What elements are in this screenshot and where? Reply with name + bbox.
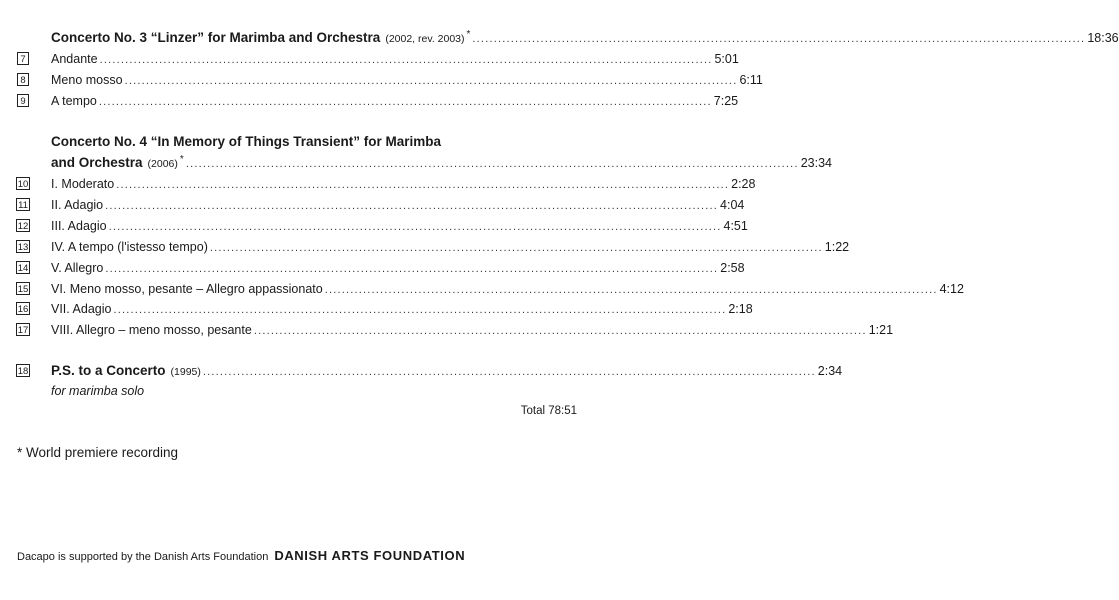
dot-leader: ................................................................................................................................................: [124, 75, 738, 87]
danish-arts-foundation-logo: DANISH ARTS FOUNDATION: [274, 548, 466, 563]
dot-leader: ................................................................................................................................................: [209, 242, 823, 254]
track-time: 2:34: [817, 364, 843, 378]
track-number: 10: [17, 179, 29, 190]
track-title: I. Moderato: [51, 177, 115, 191]
work-title-line-2: and Orchestra: [51, 155, 143, 170]
dot-leader: ................................................................................................................................................: [253, 325, 867, 337]
work-year: (1995): [170, 366, 201, 378]
track-title: VII. Adagio: [51, 302, 112, 316]
track-row: [51, 320, 894, 340]
premiere-marker: *: [179, 154, 184, 165]
track-row: [51, 91, 739, 111]
work-title-line-1: Concerto No. 4 “In Memory of Things Transient” for Marimba: [51, 134, 442, 149]
track-number: 8: [17, 73, 29, 86]
dot-leader: ................................................................................................................................................: [105, 263, 719, 275]
track-row: [51, 49, 739, 69]
track-row: [51, 174, 756, 194]
track-time: 2:58: [720, 261, 745, 275]
track-time: 6:11: [739, 73, 763, 87]
work-duration: 23:34: [800, 156, 832, 170]
work-year: (2006): [147, 158, 178, 170]
track-time: 2:28: [731, 177, 756, 191]
track-number: 14: [17, 263, 29, 274]
track-number: 16: [17, 304, 29, 315]
track-row: [51, 279, 964, 299]
track-row: [51, 258, 745, 278]
dot-leader: ................................................................................................................................................: [108, 221, 722, 233]
track-row: [51, 70, 763, 90]
track-title: A tempo: [51, 94, 97, 108]
track-title: II. Adagio: [51, 198, 104, 212]
track-time: 4:04: [720, 198, 745, 212]
track-title: IV. A tempo (l'istesso tempo): [51, 240, 208, 254]
work-heading-concerto-4: [51, 153, 832, 173]
premiere-marker: *: [466, 29, 471, 40]
track-title: V. Allegro: [51, 261, 104, 275]
support-text: Dacapo is supported by the Danish Arts Foundation: [17, 551, 269, 563]
track-time: 4:51: [723, 219, 748, 233]
footnote: * World premiere recording: [17, 445, 179, 460]
work-title: Concerto No. 3 “Linzer” for Marimba and Orchestra: [51, 30, 381, 45]
dot-leader: ................................................................................................................................................: [105, 200, 719, 212]
track-number: 15: [17, 284, 29, 295]
track-title: VI. Meno mosso, pesante – Allegro appassionato: [51, 282, 323, 296]
track-number: 13: [17, 242, 29, 253]
work-year: (2002, rev. 2003): [385, 33, 465, 45]
track-time: 4:12: [939, 282, 964, 296]
track-time: 1:22: [824, 240, 850, 254]
track-number: 7: [17, 52, 29, 65]
total-duration: Total 78:51: [520, 405, 577, 417]
track-title: Meno mosso: [51, 73, 123, 87]
work-heading-concerto-3: [51, 28, 1119, 48]
track-number: 12: [17, 221, 29, 232]
track-time: 2:18: [728, 302, 753, 316]
track-number: 18: [17, 366, 29, 377]
work-duration: 18:36: [1087, 31, 1119, 45]
track-time: 7:25: [713, 94, 739, 108]
work-heading-ps: [51, 361, 843, 381]
support-line: [17, 546, 465, 567]
track-row: [51, 299, 753, 319]
dot-leader: ................................................................................................................................................: [116, 179, 730, 191]
track-number: 9: [17, 94, 29, 107]
dot-leader: ................................................................................................................................................: [113, 304, 727, 316]
dot-leader: ................................................................................................................................................: [99, 54, 713, 66]
track-title: VIII. Allegro – meno mosso, pesante: [51, 323, 252, 337]
dot-leader: ................................................................................................................................................: [472, 33, 1086, 45]
track-title: Andante: [51, 52, 98, 66]
track-row: [51, 195, 745, 215]
track-time: 1:21: [868, 323, 894, 337]
track-title: III. Adagio: [51, 219, 107, 233]
work-title: P.S. to a Concerto: [51, 363, 166, 378]
track-row: [51, 216, 748, 236]
track-number: 11: [16, 198, 30, 211]
track-row: [51, 237, 850, 257]
track-time: 5:01: [714, 52, 739, 66]
dot-leader: ................................................................................................................................................: [185, 158, 799, 170]
dot-leader: ................................................................................................................................................: [202, 366, 816, 378]
dot-leader: ................................................................................................................................................: [98, 96, 712, 108]
track-number: 17: [17, 325, 29, 336]
work-subtitle: for marimba solo: [51, 384, 145, 398]
dot-leader: ................................................................................................................................................: [324, 284, 938, 296]
